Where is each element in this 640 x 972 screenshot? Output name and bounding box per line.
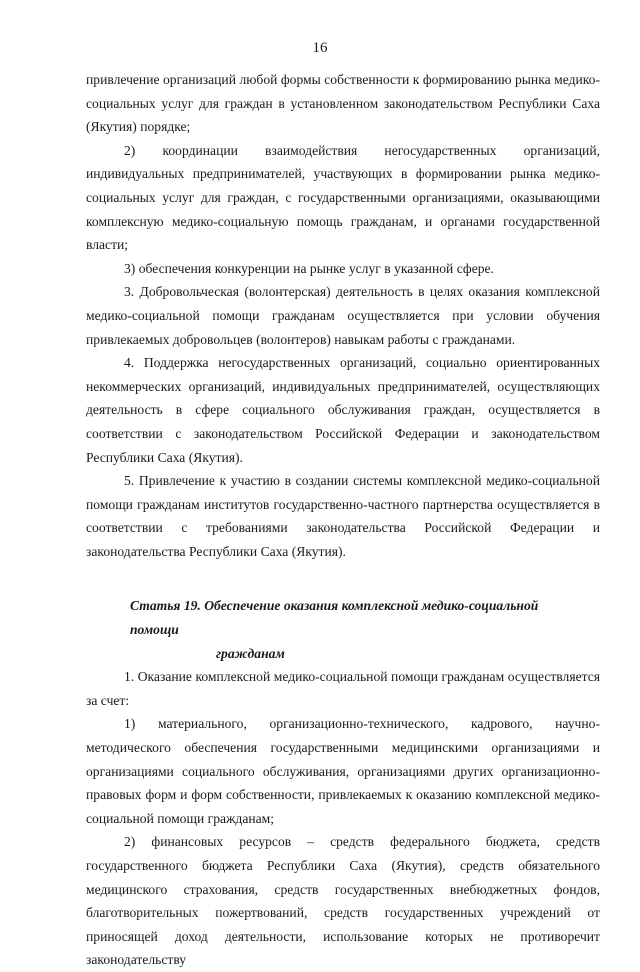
paragraph-clause-3: 3. Добровольческая (волонтерская) деятельность в целях оказания комплексной медико-социальной помощи гражданам осуществляется при условии обучения привлекаемых добровольцев (волонтеров) навыкам работы с гражданами. [86, 284, 600, 347]
article-paragraph-1: 1. Оказание комплексной медико-социальной помощи гражданам осуществляется за счет: [86, 669, 600, 708]
paragraph-clause-5: 5. Привлечение к участию в создании системы комплексной медико-социальной помощи гражданам институтов государственно-частного партнерства осуществляется в соответствии с требованиями законодательства Российской Федерации и законодательства Республики Саха (Якутия). [86, 473, 600, 559]
paragraph-continuation: привлечение организаций любой формы собственности к формированию рынка медико-социальных услуг для граждан в установленном законодательством Республики Саха (Якутия) порядке; [86, 72, 600, 135]
paragraph-item-3: 3) обеспечения конкуренции на рынке услуг в указанной сфере. [124, 260, 494, 276]
paragraph-clause-4: 4. Поддержка негосударственных организаций, социально ориентированных некоммерческих организаций, индивидуальных предпринимателей, осуществляющих деятельность в сфере социального обслуживания граждан, осуществляется в соответствии с законодательством Российской Федерации и законодательством Республики Саха (Якутия). [86, 355, 600, 465]
page-number: 16 [312, 40, 328, 56]
document-body [86, 68, 600, 972]
article-item-1: 1) материального, организационно-технического, кадрового, научно-методического обеспечения государственными медицинскими организациями и организациями социального обслуживания, организациями других организационно-правовых форм и форм собственности, привлекаемых к оказанию комплексной медико-социальной помощи гражданам; [86, 716, 600, 826]
article-item-2: 2) финансовых ресурсов – средств федерального бюджета, средств государственного бюджета Республики Саха (Якутия), средств обязательного медицинского страхования, средств государственных внебюджетных фондов, благотворительных пожертвований, средств государственных учреждений от приносящей доход деятельности, использование которых не противоречит законодательству [86, 834, 600, 968]
article-heading-line1: Статья 19. Обеспечение оказания комплексной медико-социальной помощи [130, 598, 539, 638]
article-heading [86, 594, 600, 665]
article-heading-line2: гражданам [216, 645, 285, 661]
paragraph-item-2: 2) координации взаимодействия негосударственных организаций, индивидуальных предпринимателей, участвующих в формировании рынка медико-социальных услуг для граждан, с государственными организациями, оказывающими комплексную медико-социальную помощь гражданам, и органами государственной власти; [86, 142, 600, 253]
